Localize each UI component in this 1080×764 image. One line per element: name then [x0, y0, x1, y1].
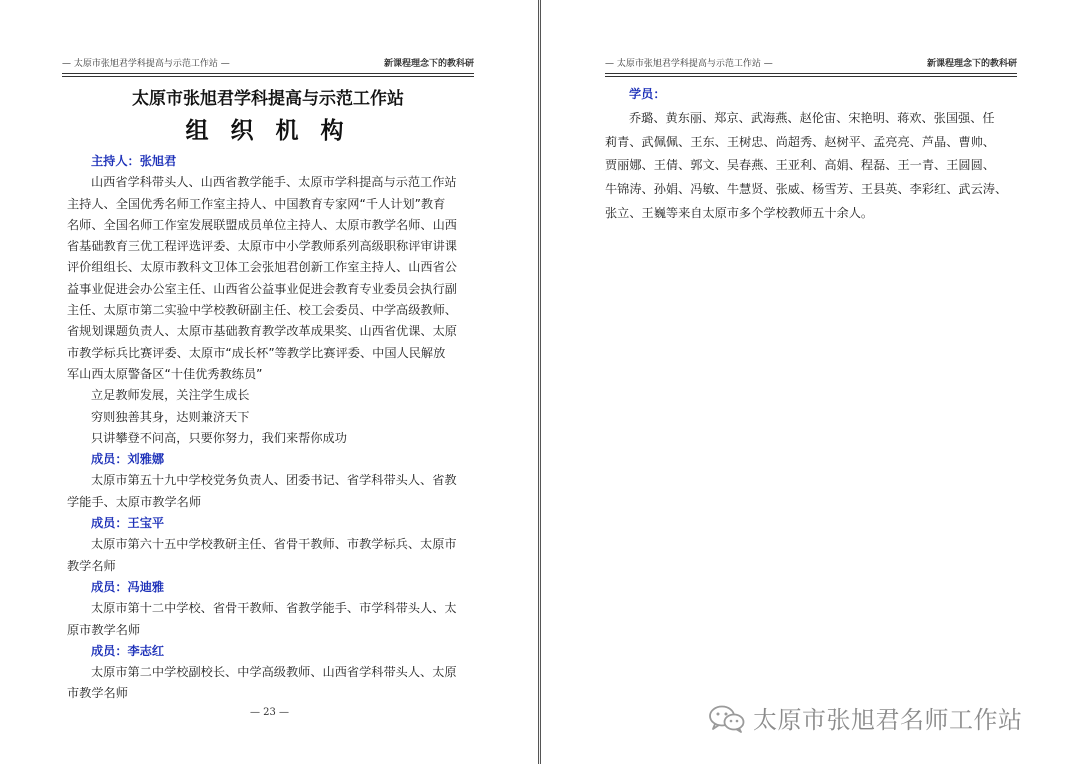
- header-rule: [62, 76, 474, 77]
- host-bio-line: 主持人、全国优秀名师工作室主持人、中国教育专家网“千人计划”教育: [67, 196, 446, 211]
- member-role-label: 成员：王宝平: [91, 516, 165, 531]
- host-bio-line: 省规划课题负责人、太原市基础教育教学改革成果奖、山西省优课、太原: [67, 324, 457, 339]
- host-bio-line: 主任、太原市第二实验中学校教研副主任、校工会委员、中学高级教师、: [67, 303, 457, 318]
- member-bio-line: 太原市第二中学校副校长、中学高级教师、山西省学科带头人、太原: [91, 665, 457, 680]
- member-bio-line: 太原市第十二中学校、省骨干教师、省教学能手、市学科带头人、太: [91, 601, 457, 616]
- host-bio-line: 名师、全国名师工作室发展联盟成员单位主持人、太原市教学名师、山西: [67, 217, 457, 232]
- watermark-text: 太原市张旭君名师工作站: [753, 706, 1023, 734]
- account-watermark: [707, 700, 1023, 735]
- students-line: 乔璐、黄东丽、郑京、武海燕、赵伦宙、宋艳明、蒋欢、张国强、任: [629, 110, 995, 125]
- running-header-right: 新课程理念下的教科研: [926, 59, 1017, 69]
- students-line: 贾丽娜、王倩、郭文、吴春燕、王亚利、高娟、程磊、王一青、王圆圆、: [605, 158, 995, 173]
- students-line: 牛锦涛、孙娟、冯敏、牛慧贤、张威、杨雪芳、王县英、李彩红、武云涛、: [605, 182, 1008, 197]
- host-bio-line: 省基础教育三优工程评选评委、太原市中小学教师系列高级职称评审讲课: [67, 239, 457, 254]
- document-title: 太原市张旭君学科提高与示范工作站: [132, 89, 404, 109]
- host-bio-line: 山西省学科带头人、山西省教学能手、太原市学科提高与示范工作站: [91, 175, 457, 190]
- wechat-icon: [707, 703, 747, 733]
- header-rule: [605, 76, 1017, 77]
- member-bio-line: 原市教学名师: [67, 622, 141, 637]
- section-title: 组 织 机 构: [185, 118, 351, 144]
- students-section: [605, 83, 1023, 226]
- students-label: 学员：: [629, 87, 666, 101]
- running-header: [605, 57, 1017, 74]
- member-bio-line: 太原市第六十五中学校教研主任、省骨干教师、市教学标兵、太原市: [91, 537, 457, 552]
- students-line: 莉青、武佩佩、王东、王树忠、尚超秀、赵树平、孟亮亮、芦晶、曹帅、: [605, 134, 995, 149]
- member-role-label: 成员：李志红: [91, 643, 165, 658]
- member-role-label: 成员：刘雅娜: [91, 452, 165, 467]
- running-header-left: — 太原市张旭君学科提高与示范工作站 —: [605, 59, 773, 69]
- motto-line: 只讲攀登不问高，只要你努力，我们来帮你成功: [91, 430, 347, 445]
- students-line: 张立、王巍等来自太原市多个学校教师五十余人。: [605, 205, 874, 220]
- page-number: — 23 —: [249, 707, 290, 718]
- running-header-right: 新课程理念下的教科研: [383, 59, 474, 69]
- motto-line: 立足教师发展，关注学生成长: [91, 388, 250, 403]
- running-header: [62, 57, 474, 74]
- host-bio-line: 评价组组长、太原市教科文卫体工会张旭君创新工作室主持人、山西省公: [67, 260, 457, 275]
- member-role-label: 成员：冯迪雅: [91, 579, 165, 594]
- member-bio-line: 太原市第五十九中学校党务负责人、团委书记、省学科带头人、省教: [91, 473, 457, 488]
- host-bio-line: 益事业促进会办公室主任、山西省公益事业促进会教育专业委员会执行副: [67, 281, 457, 296]
- right-page: [540, 0, 1080, 764]
- member-bio-line: 学能手、太原市教学名师: [67, 494, 202, 509]
- member-bio-line: 市教学名师: [67, 686, 128, 701]
- left-page: [0, 0, 539, 764]
- host-bio-line: 军山西太原警备区“十佳优秀教练员”: [67, 366, 263, 381]
- running-header-left: — 太原市张旭君学科提高与示范工作站 —: [62, 59, 230, 69]
- host-bio-line: 市教学标兵比赛评委、太原市“成长杯”等教学比赛评委、中国人民解放: [67, 345, 446, 360]
- member-bio-line: 教学名师: [67, 558, 116, 573]
- motto-line: 穷则独善其身，达则兼济天下: [91, 409, 250, 424]
- organization-body: [67, 151, 479, 705]
- host-role-label: 主持人：张旭君: [91, 154, 177, 168]
